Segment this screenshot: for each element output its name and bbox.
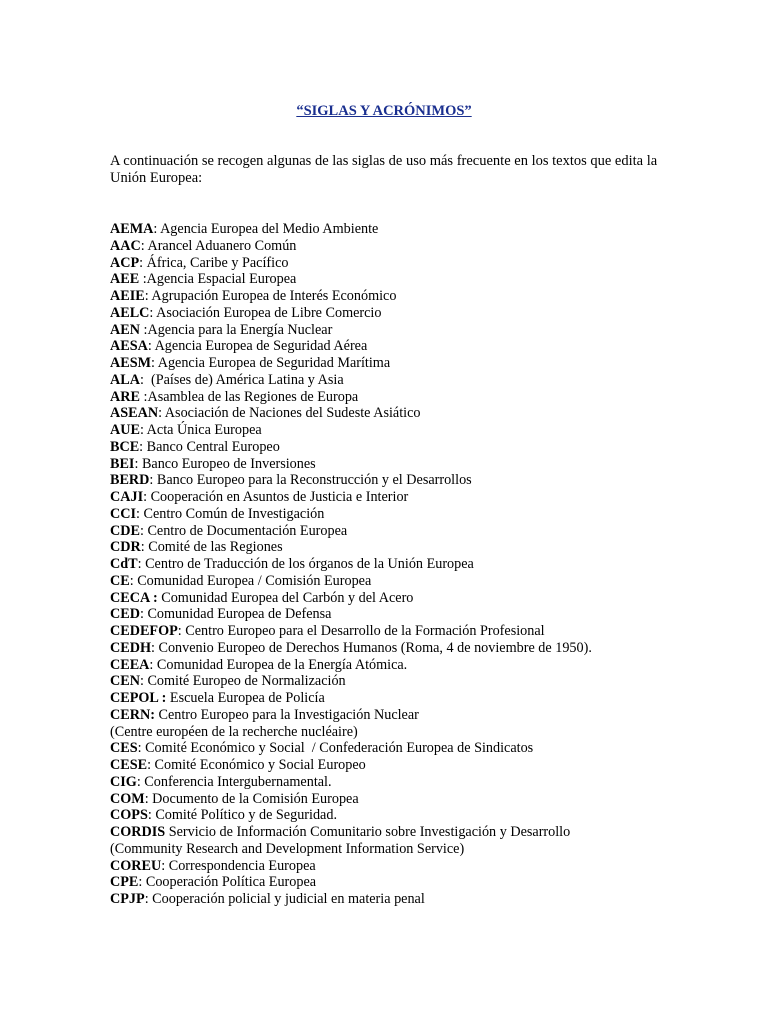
- acronym-entry: [110, 791, 710, 808]
- acronym-definition: : Cooperación Política Europea: [138, 874, 317, 891]
- acronym-list: [110, 221, 710, 908]
- acronym-entry: [110, 389, 710, 406]
- acronym-entry: [110, 489, 710, 506]
- acronym-abbr: AESA: [110, 338, 148, 355]
- acronym-abbr: AEN: [110, 321, 140, 338]
- acronym-abbr: CEN: [110, 673, 140, 690]
- acronym-abbr: CPE: [110, 874, 139, 891]
- acronym-definition: : Banco Central Europeo: [139, 438, 280, 455]
- acronym-entry: [110, 255, 710, 272]
- acronym-abbr: AAC: [110, 237, 141, 254]
- acronym-definition: : Banco Europeo para la Reconstrucción y el Desarrollos: [149, 472, 472, 489]
- acronym-abbr: AEE: [110, 271, 140, 288]
- acronym-abbr: AEIE: [110, 288, 145, 304]
- acronym-definition: : Cooperación policial y judicial en materia penal: [144, 891, 425, 907]
- acronym-definition: : Comité Económico y Social / Confederación Europea de Sindicatos: [137, 740, 534, 757]
- acronym-entry: [110, 891, 710, 908]
- acronym-entry: [110, 707, 710, 724]
- acronym-entry: [110, 221, 710, 238]
- acronym-abbr: CED: [110, 606, 140, 623]
- acronym-abbr: COM: [110, 790, 145, 807]
- acronym-definition: : Comité de las Regiones: [140, 539, 283, 556]
- acronym-definition: : Conferencia Intergubernamental.: [136, 773, 332, 790]
- acronym-entry: [110, 807, 710, 824]
- acronym-abbr: CIG: [110, 773, 137, 790]
- acronym-definition: : Agencia Europea de Seguridad Aérea: [147, 338, 368, 355]
- acronym-definition: : África, Caribe y Pacífico: [139, 254, 289, 271]
- acronym-abbr: COREU: [110, 857, 162, 874]
- acronym-definition: : Comité Europeo de Normalización: [139, 673, 346, 690]
- acronym-abbr: CEDH: [110, 639, 151, 656]
- acronym-definition: :Asamblea de las Regiones de Europa: [139, 388, 359, 405]
- acronym-definition: : Centro de Documentación Europea: [139, 522, 348, 539]
- acronym-definition: : Arancel Aduanero Común: [140, 237, 297, 254]
- acronym-abbr: CDE: [110, 522, 140, 539]
- intro-paragraph: A continuación se recogen algunas de las siglas de uso más frecuente en los textos que edita la Unión Europea:: [110, 153, 658, 186]
- acronym-definition: Centro Europeo para la Investigación Nuclear: [154, 706, 419, 723]
- acronym-entry: [110, 305, 710, 322]
- acronym-entry: [110, 338, 710, 355]
- acronym-abbr: CERN:: [110, 706, 155, 723]
- acronym-entry: [110, 456, 710, 473]
- acronym-definition: : Comité Económico y Social Europeo: [147, 757, 366, 773]
- acronym-entry: [110, 556, 710, 573]
- acronym-abbr: BCE: [110, 438, 140, 455]
- acronym-abbr: BERD: [110, 472, 150, 489]
- acronym-entry: [110, 657, 710, 674]
- acronym-definition: : Comunidad Europea de Defensa: [139, 606, 332, 623]
- acronym-abbr: CCI: [110, 505, 137, 522]
- acronym-definition: : Centro de Traducción de los órganos de la Unión Europea: [137, 556, 474, 572]
- acronym-definition: Comunidad Europea del Carbón y del Acero: [157, 589, 414, 606]
- acronym-entry: [110, 606, 710, 623]
- acronym-abbr: CEEA: [110, 656, 150, 673]
- acronym-abbr: CAJI: [110, 489, 144, 505]
- acronym-definition: : Agencia Europea de Seguridad Marítima: [151, 355, 391, 371]
- acronym-abbr: COPS: [110, 807, 148, 824]
- acronym-abbr: AESM: [110, 355, 151, 371]
- acronym-entry: [110, 355, 710, 372]
- acronym-entry: [110, 841, 710, 858]
- acronym-abbr: AELC: [110, 304, 150, 321]
- acronym-definition: (Community Research and Development Information Service): [110, 840, 465, 857]
- acronym-definition: : Cooperación en Asuntos de Justicia e Interior: [143, 489, 409, 505]
- acronym-entry: [110, 623, 710, 640]
- acronym-abbr: ASEAN: [110, 405, 159, 422]
- acronym-entry: [110, 238, 710, 255]
- acronym-entry: [110, 539, 710, 556]
- acronym-definition: : Centro Europeo para el Desarrollo de la Formación Profesional: [177, 623, 545, 639]
- acronym-entry: [110, 573, 710, 590]
- acronym-definition: : Comité Político y de Seguridad.: [147, 807, 337, 824]
- acronym-definition: : (Países de) América Latina y Asia: [139, 371, 344, 388]
- acronym-entry: [110, 322, 710, 339]
- acronym-entry: [110, 757, 710, 774]
- acronym-abbr: CESE: [110, 757, 148, 773]
- acronym-definition: : Comunidad Europea / Comisión Europea: [129, 572, 372, 589]
- acronym-definition: :Agencia Espacial Europea: [139, 271, 297, 288]
- acronym-definition: : Agencia Europea del Medio Ambiente: [153, 221, 379, 237]
- acronym-definition: Servicio de Información Comunitario sobre Investigación y Desarrollo: [165, 824, 571, 840]
- acronym-definition: : Centro Común de Investigación: [136, 505, 325, 522]
- acronym-entry: [110, 690, 710, 707]
- acronym-definition: : Convenio Europeo de Derechos Humanos (Roma, 4 de noviembre de 1950).: [151, 639, 592, 656]
- acronym-definition: (Centre européen de la recherche nucléaire): [110, 723, 358, 740]
- acronym-abbr: CES: [110, 740, 138, 757]
- acronym-entry: [110, 673, 710, 690]
- acronym-abbr: CORDIS: [110, 824, 166, 840]
- acronym-entry: [110, 288, 710, 305]
- acronym-abbr: CPJP: [110, 891, 145, 907]
- acronym-entry: [110, 472, 710, 489]
- acronym-definition: : Comunidad Europea de la Energía Atómica.: [149, 656, 408, 673]
- acronym-entry: [110, 824, 710, 841]
- acronym-entry: [110, 774, 710, 791]
- acronym-entry: [110, 506, 710, 523]
- acronym-abbr: CDR: [110, 539, 141, 556]
- acronym-abbr: ARE: [110, 388, 140, 405]
- acronym-abbr: CdT: [110, 556, 138, 572]
- acronym-entry: [110, 271, 710, 288]
- acronym-entry: [110, 858, 710, 875]
- acronym-abbr: AUE: [110, 422, 140, 438]
- acronym-abbr: CEPOL :: [110, 690, 167, 706]
- acronym-entry: [110, 590, 710, 607]
- acronym-definition: : Banco Europeo de Inversiones: [134, 455, 316, 472]
- acronym-definition: : Asociación Europea de Libre Comercio: [149, 304, 382, 321]
- document-title: “SIGLAS Y ACRÓNIMOS”: [296, 103, 472, 119]
- acronym-abbr: BEI: [110, 455, 135, 472]
- acronym-definition: :Agencia para la Energía Nuclear: [139, 321, 333, 338]
- acronym-entry: [110, 640, 710, 657]
- acronym-definition: : Asociación de Naciones del Sudeste Asiático: [158, 405, 421, 422]
- acronym-definition: : Correspondencia Europea: [161, 857, 316, 874]
- acronym-entry: [110, 439, 710, 456]
- acronym-abbr: CECA :: [110, 589, 158, 606]
- acronym-entry: [110, 523, 710, 540]
- acronym-entry: [110, 740, 710, 757]
- acronym-entry: [110, 422, 710, 439]
- acronym-abbr: CEDEFOP: [110, 623, 178, 639]
- acronym-definition: : Acta Única Europea: [139, 422, 262, 438]
- acronym-entry: [110, 874, 710, 891]
- acronym-abbr: AEMA: [110, 221, 154, 237]
- acronym-abbr: ACP: [110, 254, 140, 271]
- acronym-definition: : Agrupación Europea de Interés Económico: [144, 288, 397, 304]
- acronym-entry: [110, 372, 710, 389]
- acronym-definition: Escuela Europea de Policía: [166, 690, 325, 706]
- acronym-entry: [110, 405, 710, 422]
- acronym-definition: : Documento de la Comisión Europea: [144, 790, 359, 807]
- acronym-entry: [110, 724, 710, 741]
- acronym-abbr: CE: [110, 572, 130, 589]
- acronym-abbr: ALA: [110, 371, 140, 388]
